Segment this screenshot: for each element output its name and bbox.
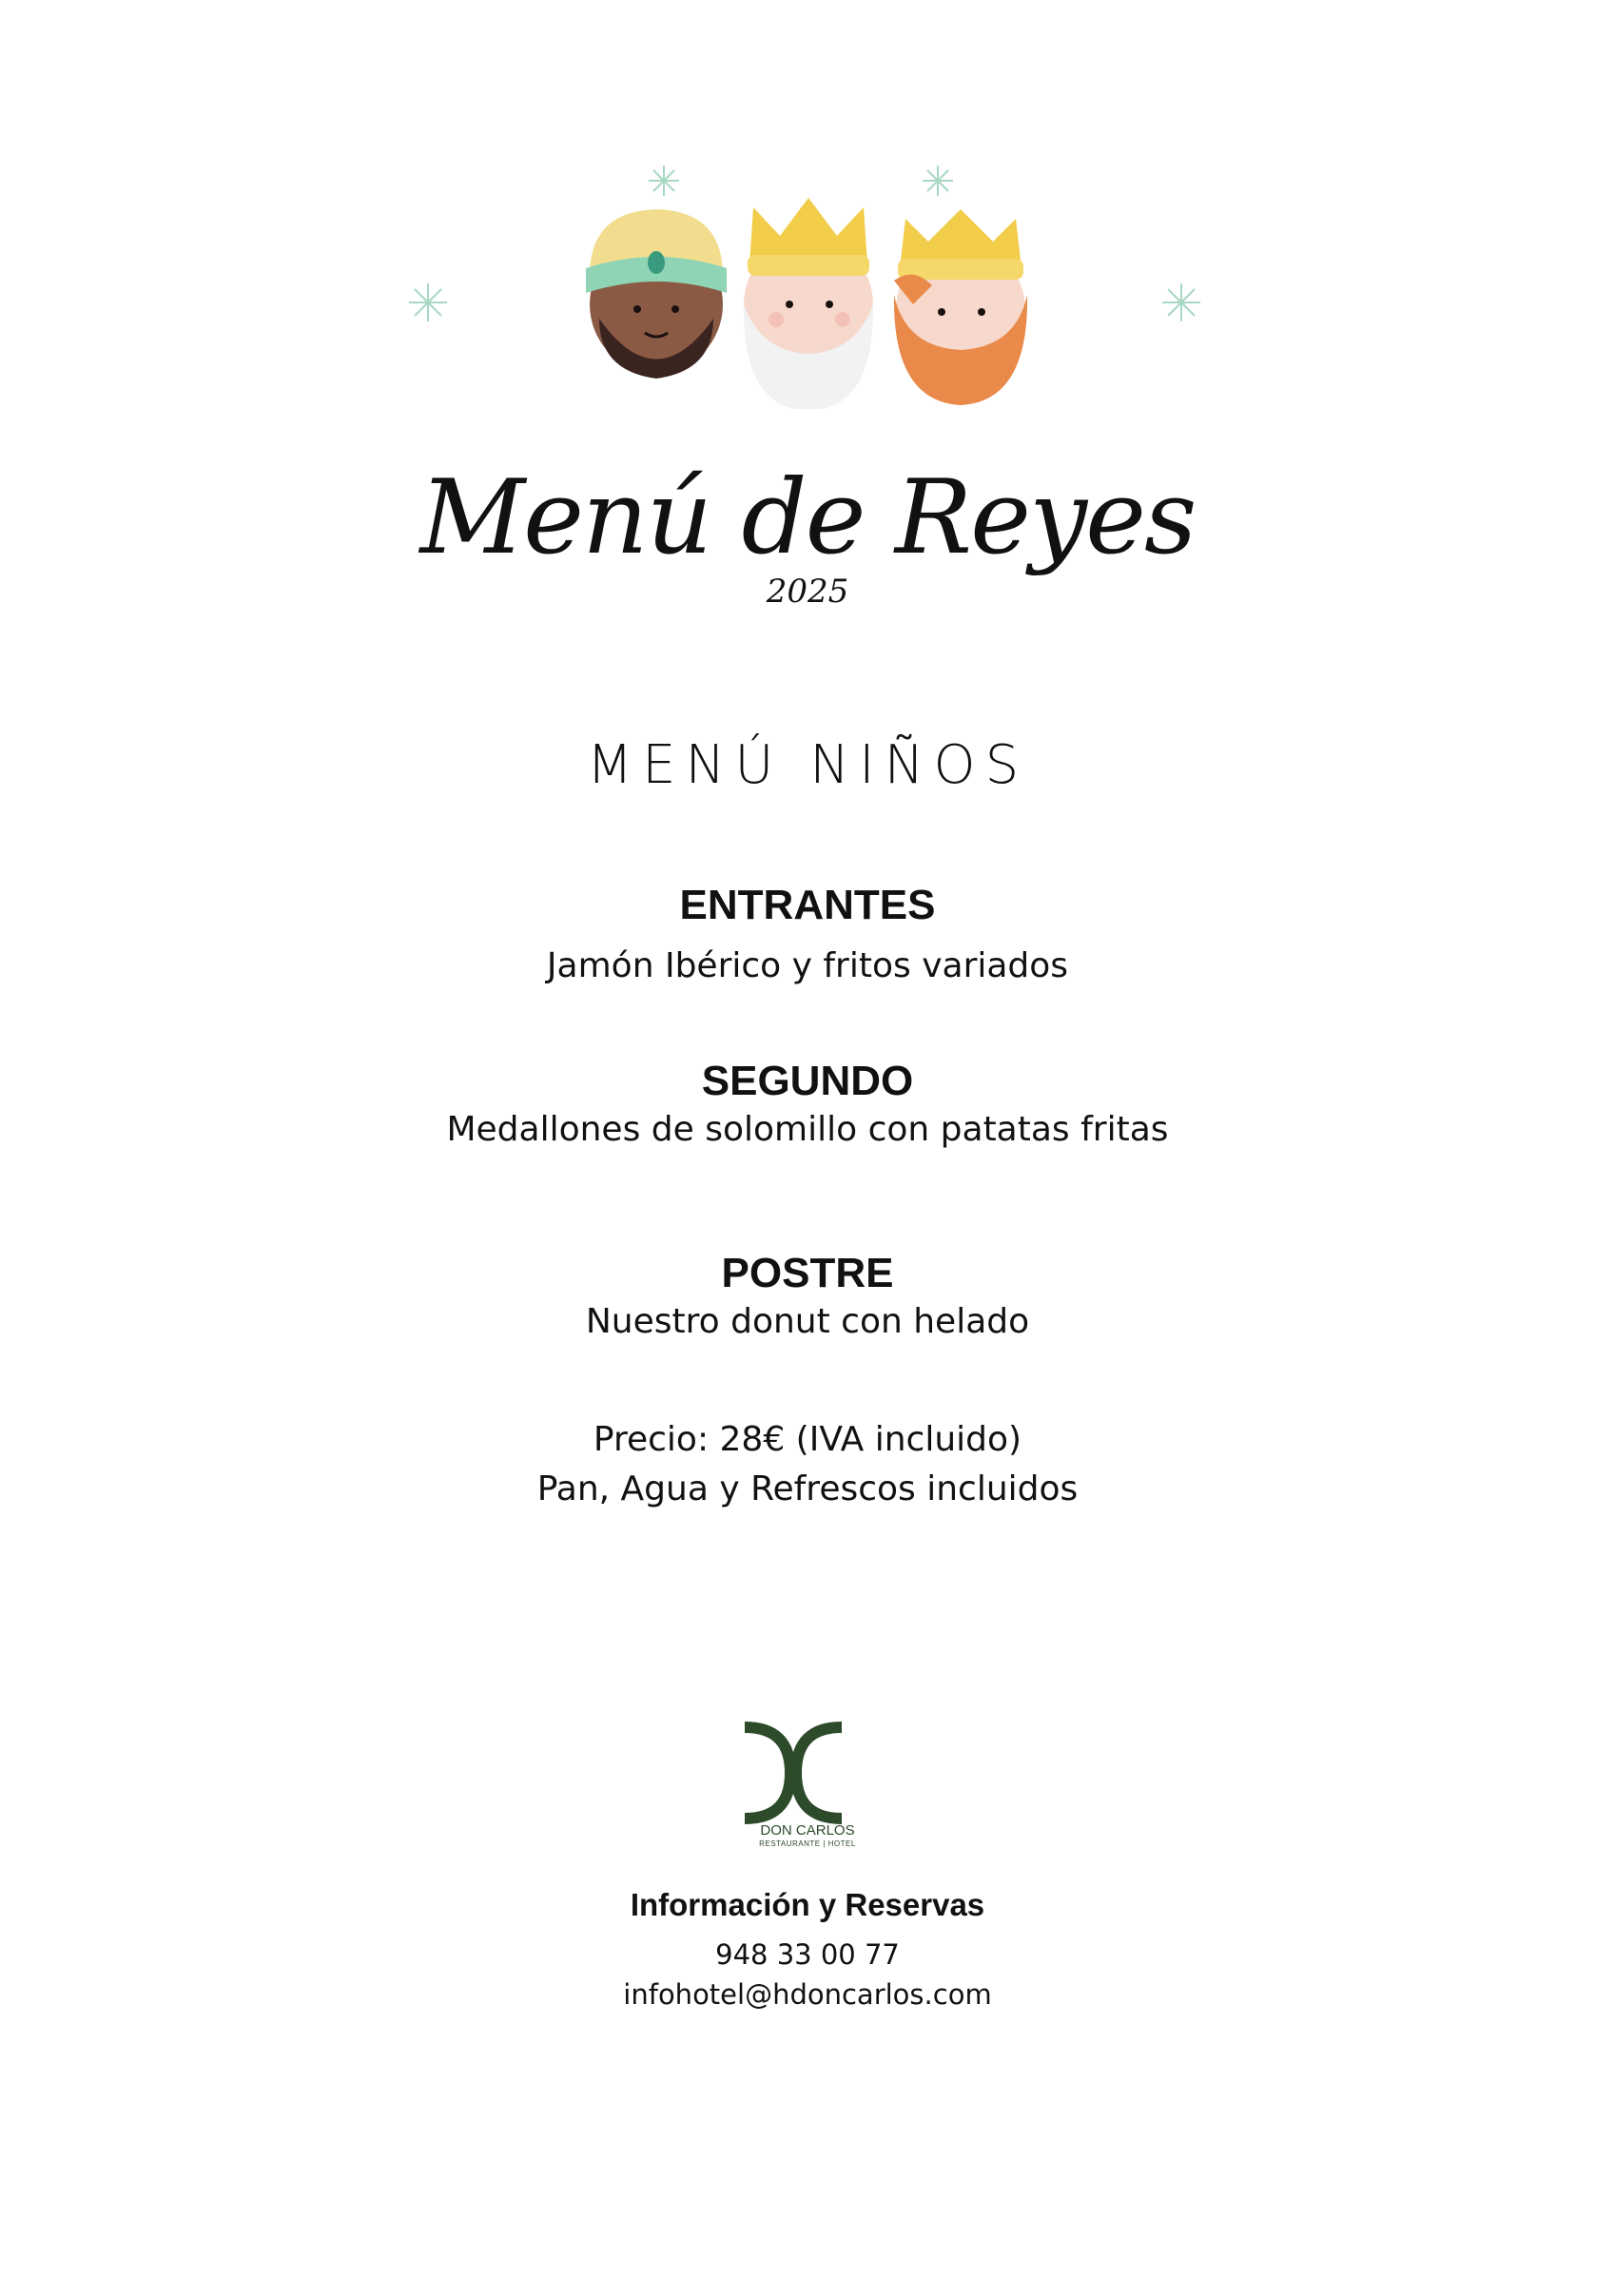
page-title: Menú de Reyes — [419, 458, 1196, 577]
year-label: 2025 — [766, 573, 849, 611]
sparkle-icon — [923, 165, 953, 196]
king-melchor — [744, 198, 873, 409]
price-text: Precio: 28€ (IVA incluido) — [593, 1420, 1022, 1459]
contact-title: Información y Reservas — [630, 1887, 985, 1922]
logo-name: DON CARLOS — [760, 1822, 855, 1839]
included-text: Pan, Agua y Refrescos incluidos — [536, 1469, 1079, 1508]
section-title-entrantes: ENTRANTES — [679, 882, 936, 928]
king-baltasar — [586, 209, 727, 379]
section-item-postre: Nuestro donut con helado — [585, 1302, 1030, 1341]
section-title-segundo: SEGUNDO — [701, 1058, 914, 1104]
menu-heading: MENÚ NIÑOS — [586, 734, 1029, 796]
logo-subtitle: RESTAURANTE | HOTEL — [759, 1839, 856, 1848]
section-item-entrantes: Jamón Ibérico y fritos variados — [546, 946, 1069, 985]
sparkle-icon — [409, 283, 447, 321]
section-title-postre: POSTRE — [721, 1250, 894, 1296]
section-item-segundo: Medallones de solomillo con patatas fritas — [446, 1110, 1169, 1149]
sparkle-icon — [1162, 283, 1200, 321]
contact-email[interactable]: infohotel@hdoncarlos.com — [623, 1978, 992, 2011]
king-gaspar — [894, 209, 1027, 405]
sparkle-icon — [649, 165, 679, 196]
contact-phone[interactable]: 948 33 00 77 — [715, 1938, 900, 1971]
three-kings-illustration — [399, 152, 1217, 409]
